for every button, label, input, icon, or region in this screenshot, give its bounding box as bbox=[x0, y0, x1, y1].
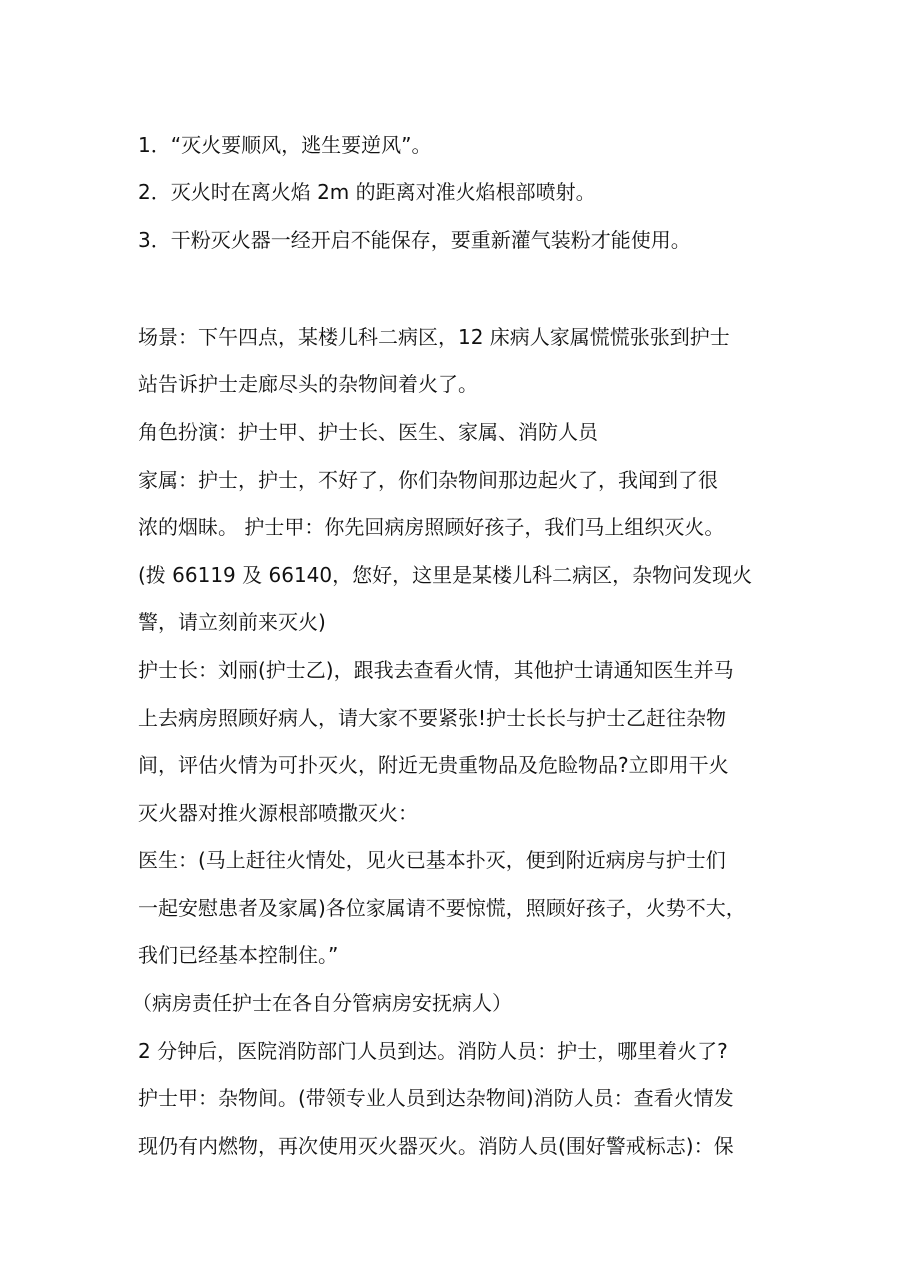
dialogue-line: 灭火器对推火源根部喷撒灭火： bbox=[138, 801, 418, 825]
dialogue-line: 警，请立刻前来灭火) bbox=[138, 610, 326, 634]
stage-direction-line: （病房责任护士在各自分管病房安抚病人） bbox=[132, 991, 512, 1015]
dialogue-line: 上去病房照顾好病人，请大家不要紧张!护士长长与护士乙赶往杂物 bbox=[138, 706, 727, 730]
dialogue-line: 护士长：刘丽(护士乙)，跟我去查看火情，其他护士请通知医生并马 bbox=[138, 658, 734, 682]
roles-line: 角色扮演：护士甲、护士长、医生、家属、消防人员 bbox=[138, 420, 598, 444]
dialogue-line: 2 分钟后，医院消防部门人员到达。消防人员：护士，哪里着火了? bbox=[138, 1039, 728, 1063]
dialogue-line: 现仍有内燃物，再次使用灭火器灭火。消防人员(围好警戒标志)：保 bbox=[138, 1134, 734, 1158]
dialogue-line: 浓的烟昧。 护士甲：你先回病房照顾好孩子，我们马上组织灭火。 bbox=[138, 515, 725, 539]
tip-line-2: 2．灭火时在离火焰 2m 的距离对准火焰根部喷射。 bbox=[138, 180, 596, 204]
dialogue-line: (拨 66119 及 66140，您好，这里是某楼儿科二病区，杂物问发现火 bbox=[138, 563, 753, 587]
scene-line-cont: 站告诉护士走廊尽头的杂物间着火了。 bbox=[138, 372, 478, 396]
dialogue-line: 一起安慰患者及家属)各位家属请不要惊慌，照顾好孩子，火势不大， bbox=[138, 896, 746, 920]
dialogue-line: 护士甲：杂物间。(带领专业人员到达杂物间)消防人员：查看火情发 bbox=[138, 1086, 734, 1110]
tip-line-3: 3．干粉灭火器一经开启不能保存，要重新灌气装粉才能使用。 bbox=[138, 228, 691, 252]
dialogue-line: 我们已经基本控制住。” bbox=[138, 943, 339, 967]
dialogue-line: 家属：护士，护士，不好了，你们杂物间那边起火了，我闻到了很 bbox=[138, 468, 718, 492]
tip-line-1: 1．“灭火要顺风，逃生要逆风”。 bbox=[138, 133, 432, 157]
scene-line: 场景：下午四点，某楼儿科二病区，12 床病人家属慌慌张张到护士 bbox=[138, 325, 730, 349]
dialogue-line: 间，评估火情为可扑灭火，附近无贵重物品及危睑物品?立即用干火 bbox=[138, 753, 729, 777]
dialogue-line: 医生：(马上赶往火情处，见火已基本扑灭，便到附近病房与护士们 bbox=[138, 848, 726, 872]
